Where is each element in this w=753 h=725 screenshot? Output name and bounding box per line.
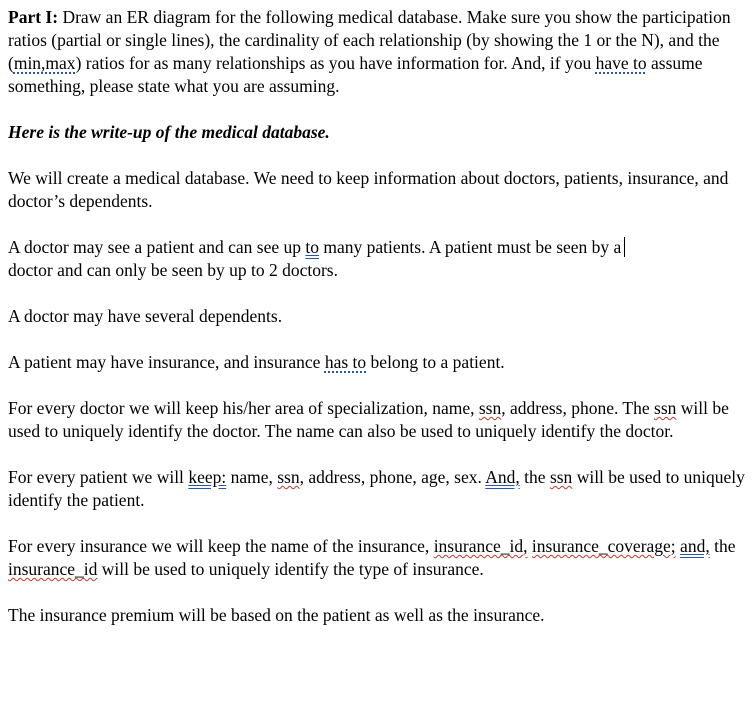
pat-attrs-text-3: , address, phone, age, sex. [299,467,486,487]
word-have-to: have to [595,53,647,73]
part1-text-3: assume something, please state what you are assuming. [8,53,703,96]
writeup-subheading: Here is the write-up of the medical database. [8,122,330,142]
part1-instructions [8,6,745,98]
word-has-to: has to [324,352,367,372]
word-keep: keep: [188,467,227,487]
word-and: And, [485,467,520,487]
text-cursor [624,237,625,257]
ins-attrs-text-5: will be used to uniquely identify the type of insurance. [97,559,484,579]
ins-attrs-text-4: the [709,536,736,556]
paragraph-premium: The insurance premium will be based on the patient as well as the insurance. [8,605,545,625]
part1-heading: Part I: [8,7,59,27]
doc-attrs-text-1: For every doctor we will keep his/her area of specialization, name, [8,398,479,418]
doctor-text-3: doctor and can only be seen by up to 2 doctors. [8,260,338,280]
insurance-text-2: belong to a patient. [366,352,505,372]
word-ssn: ssn [277,467,300,487]
pat-attrs-text-4: the [519,467,550,487]
paragraph-intro: We will create a medical database. We need to keep information about doctors, patients, insurance, and doctor’s dependents. [8,168,729,211]
word-insurance-coverage: insurance_coverage; [531,536,676,556]
pat-attrs-text-5: will be used to uniquely identify the patient. [8,467,745,510]
paragraph-doctor-attributes [8,397,745,443]
word-ssn: ssn [654,398,677,418]
word-min-max: min,max [13,53,76,73]
pat-attrs-text-1: For every patient we will [8,467,189,487]
doc-attrs-text-3: will be used to uniquely identify the doctor. The name can also be used to uniquely identify the doctor. [8,398,729,441]
doc-attrs-text-2: , address, phone. The [501,398,655,418]
doctor-text-2: many patients. A patient must be seen by a [319,237,622,257]
word-ssn: ssn [549,467,573,487]
word-and: and, [680,536,710,556]
paragraph-doctor-patient [8,236,745,282]
word-to: to [305,237,320,257]
part1-text-2: ) ratios for as many relationships as you have information for. And, if you [75,53,596,73]
paragraph-patient-attributes [8,466,745,512]
paragraph-insurance [8,351,745,374]
paragraph-insurance-attributes [8,535,745,581]
ins-attrs-text-1: For every insurance we will keep the name of the insurance, [8,536,434,556]
doctor-text-1: A doctor may see a patient and can see up [8,237,306,257]
insurance-text-1: A patient may have insurance, and insurance [8,352,325,372]
paragraph-dependents: A doctor may have several dependents. [8,306,283,326]
word-ssn: ssn [478,398,502,418]
word-insurance-id: insurance_id [8,559,98,579]
word-insurance-id: insurance_id, [433,536,528,556]
part1-text-1: Draw an ER diagram for the following medical database. Make sure you show the participation ratios (partial or single lines), the cardinality of each relationship (by showing the 1 or the N), and the ( [8,7,731,73]
pat-attrs-text-2: name, [226,467,278,487]
